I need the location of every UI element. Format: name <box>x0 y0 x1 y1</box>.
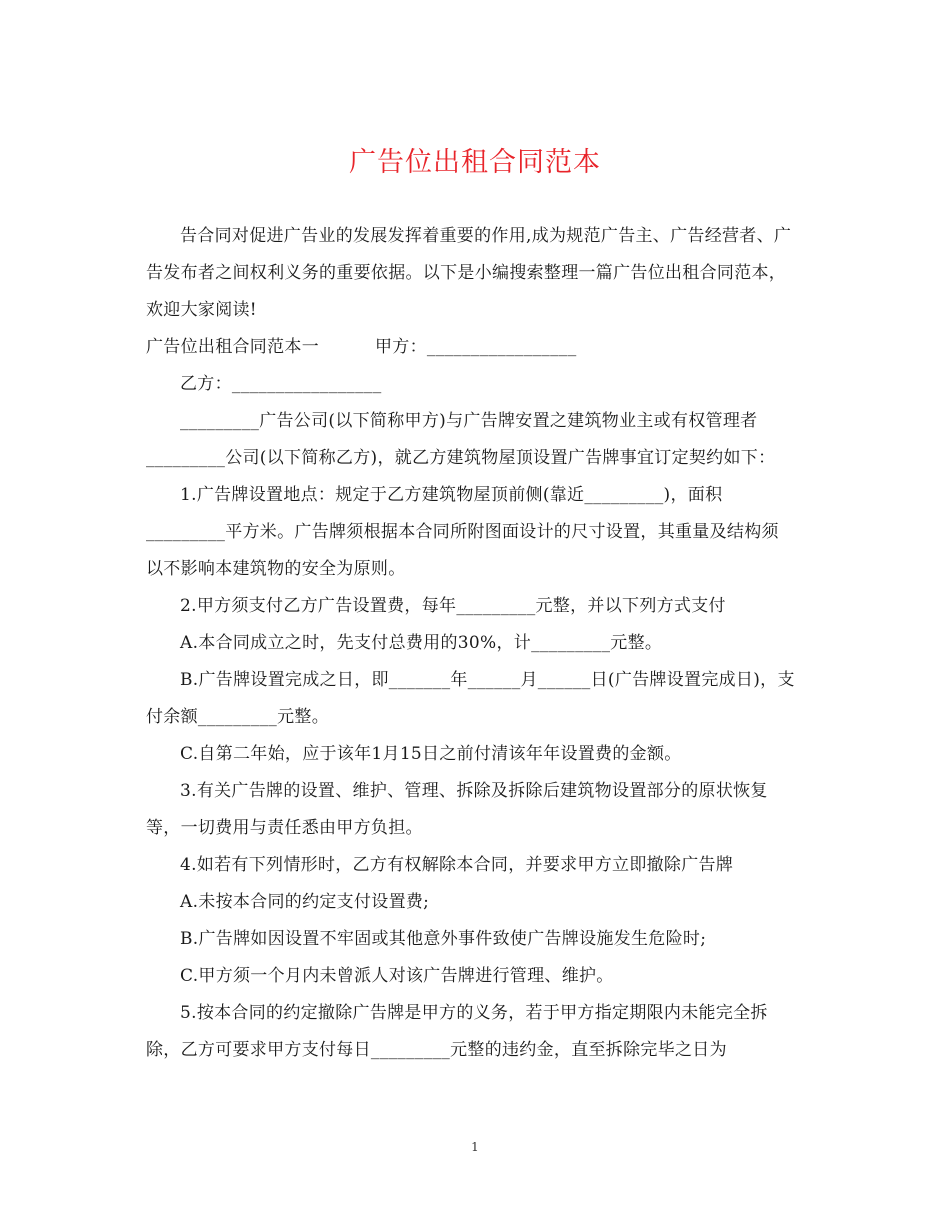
clause-5: 5.按本合同的约定撤除广告牌是甲方的义务，若于甲方指定期限内未能完全拆除，乙方可要求甲方支付每日_________元整的违约金，直至拆除完毕之日为 <box>146 1003 768 1060</box>
party-b-line: 乙方：_________________ <box>180 374 382 394</box>
clause-2: 2.甲方须支付乙方广告设置费，每年_________元整，并以下列方式支付 <box>180 596 726 616</box>
clause-2c: C.自第二年始，应于该年1月15日之前付清该年年设置费的金额。 <box>180 744 682 764</box>
document-body <box>146 218 796 1069</box>
clause-2b: B.广告牌设置完成之日，即_______年______月______日(广告牌设置完成日)，支付余额_________元整。 <box>146 670 795 727</box>
document-title: 广告位出租合同范本 <box>349 147 601 178</box>
intro-paragraph: 告合同对促进广告业的发展发挥着重要的作用,成为规范广告主、广告经营者、广告发布者之间权利义务的重要依据。以下是小编搜索整理一篇广告位出租合同范本，欢迎大家阅读! <box>146 226 792 320</box>
clause-4b: B.广告牌如因设置不牢固或其他意外事件致使广告牌设施发生危险时; <box>180 929 707 949</box>
clause-3: 3.有关广告牌的设置、维护、管理、拆除及拆除后建筑物设置部分的原状恢复等，一切费用与责任悉由甲方负担。 <box>146 781 768 838</box>
clause-1: 1.广告牌设置地点：规定于乙方建筑物屋顶前侧(靠近_________)，面积_________平方米。广告牌须根据本合同所附图面设计的尺寸设置，其重量及结构须以不影响本建筑物的安全为原则。 <box>146 485 779 579</box>
page-number: 1 <box>471 1140 479 1154</box>
clause-4c: C.甲方须一个月内未曾派人对该广告牌进行管理、维护。 <box>180 966 614 986</box>
section-heading: 广告位出租合同范本一 <box>146 337 319 357</box>
section-heading-row <box>146 329 796 366</box>
clause-4a: A.未按本合同的约定支付设置费; <box>180 892 430 912</box>
party-a-line: 甲方：_________________ <box>375 337 577 357</box>
clause-2a: A.本合同成立之时，先支付总费用的30%，计_________元整。 <box>180 633 663 653</box>
preamble-paragraph: _________广告公司(以下简称甲方)与广告牌安置之建筑物业主或有权管理者_________公司(以下简称乙方)，就乙方建筑物屋顶设置广告牌事宜订定契约如下： <box>146 411 776 468</box>
clause-4: 4.如若有下列情形时，乙方有权解除本合同，并要求甲方立即撤除广告牌 <box>180 855 734 875</box>
